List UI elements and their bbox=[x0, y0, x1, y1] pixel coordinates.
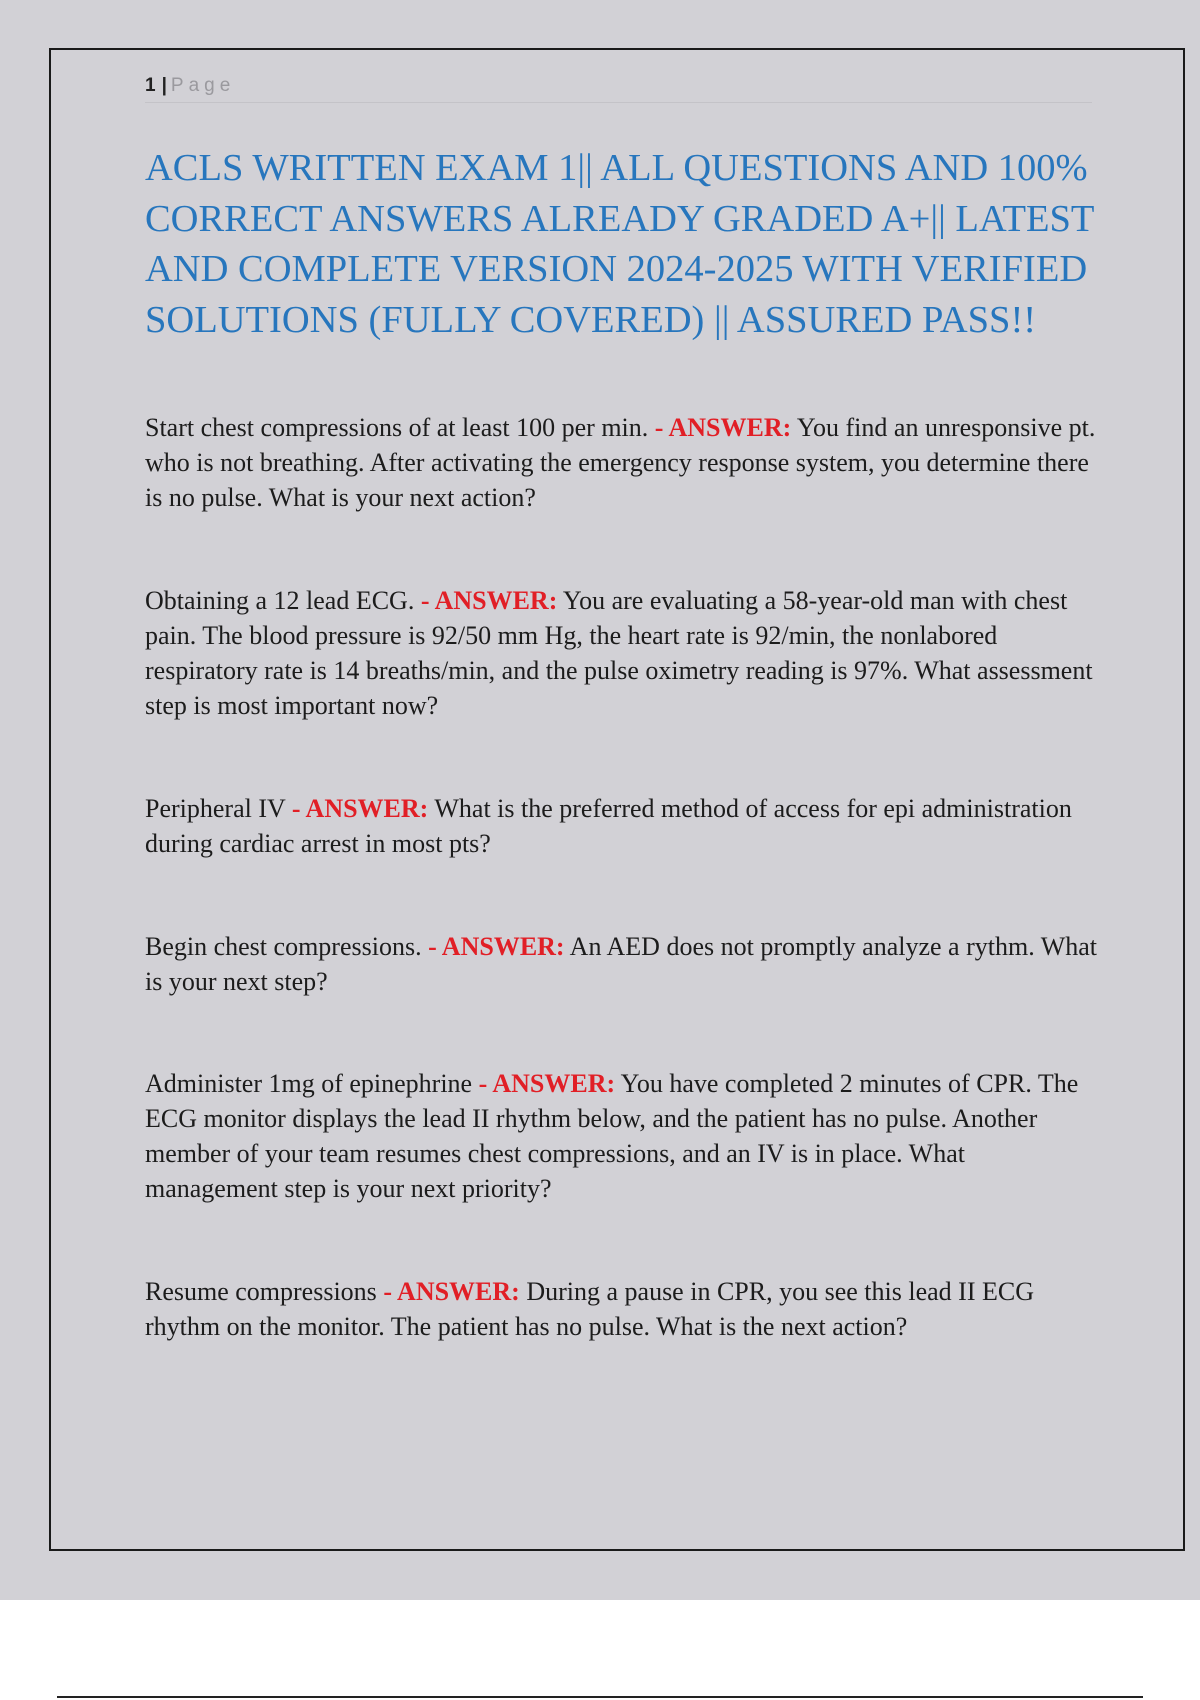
page-separator: | bbox=[161, 75, 167, 96]
page-number: 1 bbox=[145, 75, 156, 96]
answer-marker: - ANSWER: bbox=[291, 794, 429, 823]
page-header bbox=[145, 74, 1092, 103]
qa-answer-text: Peripheral IV bbox=[145, 794, 286, 823]
qa-question-text: You are evaluating a 58-year-old man with chest pain. The blood pressure is 92/50 mm Hg, the heart rate is 92/min, the nonlabored respiratory rate is 14 breaths/min, and the pulse oximetry reading is 97%. What assessment step is most important now? bbox=[145, 586, 1093, 720]
qa-question-text: What is the preferred method of access for epi administration during cardiac arrest in most pts? bbox=[145, 794, 1072, 858]
qa-item bbox=[145, 791, 1100, 861]
qa-answer-text: Administer 1mg of epinephrine bbox=[145, 1069, 473, 1098]
page-label: Page bbox=[170, 75, 236, 96]
qa-question-text: You find an unresponsive pt. who is not breathing. After activating the emergency response system, you determine there is no pulse. What is your next action? bbox=[145, 413, 1096, 512]
qa-answer-text: Obtaining a 12 lead ECG. bbox=[145, 586, 415, 615]
qa-item bbox=[145, 410, 1100, 515]
qa-item bbox=[145, 1274, 1100, 1344]
qa-answer-text: Start chest compressions of at least 100 per min. bbox=[145, 413, 649, 442]
answer-marker: - ANSWER: bbox=[478, 1069, 616, 1098]
qa-question-text: You have completed 2 minutes of CPR. The ECG monitor displays the lead II rhythm below, and the patient has no pulse. Another member of your team resumes chest compressions, and an IV is in place. What management step is your next priority? bbox=[145, 1069, 1079, 1203]
qa-question-text: During a pause in CPR, you see this lead II ECG rhythm on the monitor. The patient has no pulse. What is the next action? bbox=[145, 1277, 1034, 1341]
qa-question-text: An AED does not promptly analyze a rythm. What is your next step? bbox=[145, 932, 1098, 996]
answer-marker: - ANSWER: bbox=[383, 1277, 520, 1306]
answer-marker: - ANSWER: bbox=[420, 586, 558, 615]
document-title: ACLS WRITTEN EXAM 1|| ALL QUESTIONS AND 100% CORRECT ANSWERS ALREADY GRADED A+|| LATEST AND COMPLETE VERSION 2024-2025 WITH VERIFIED SOLUTIONS (FULLY COVERED) || ASSURED PASS!! bbox=[145, 147, 1094, 341]
qa-item bbox=[145, 583, 1100, 723]
qa-answer-text: Begin chest compressions. bbox=[145, 932, 422, 961]
qa-answer-text: Resume compressions bbox=[145, 1277, 377, 1306]
qa-item bbox=[145, 929, 1100, 999]
answer-marker: - ANSWER: bbox=[428, 932, 565, 961]
bottom-divider bbox=[57, 1696, 1143, 1698]
answer-marker: - ANSWER: bbox=[654, 413, 792, 442]
qa-item bbox=[145, 1066, 1100, 1206]
